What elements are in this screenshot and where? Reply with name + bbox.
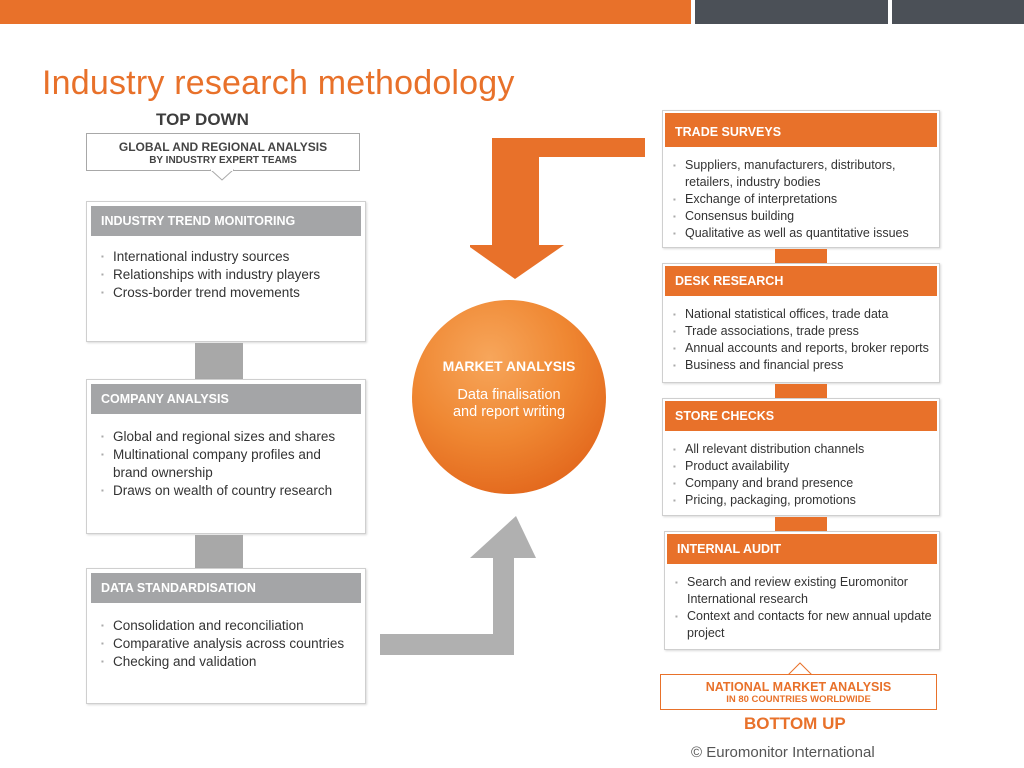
top-callout-pointer — [210, 168, 234, 182]
box-title: DESK RESEARCH — [665, 266, 937, 296]
list-item: ▪ National statistical offices, trade data — [671, 306, 935, 323]
list-item: ▪ Qualitative as well as quantitative issues — [671, 225, 935, 242]
list-item: ▪ Consensus building — [671, 208, 935, 225]
list-item: ▪ Context and contacts for new annual update project — [673, 608, 935, 642]
list-item: ▪ Exchange of interpretations — [671, 191, 935, 208]
box-title: COMPANY ANALYSIS — [91, 384, 361, 414]
bottom-callout-subtitle: IN 80 COUNTRIES WORLDWIDE — [726, 694, 871, 705]
list-item: ▪ Comparative analysis across countries — [99, 635, 357, 653]
trade-surveys-box — [662, 110, 940, 248]
top-down-heading: TOP DOWN — [156, 110, 249, 129]
list-item: ▪ All relevant distribution channels — [671, 441, 935, 458]
list-item: ▪ Cross-border trend movements — [99, 284, 357, 302]
top-bar-orange — [0, 0, 691, 24]
box-title: INDUSTRY TREND MONITORING — [91, 206, 361, 236]
list-item: ▪ International industry sources — [99, 248, 357, 266]
bottom-up-heading: BOTTOM UP — [744, 714, 846, 733]
list-item: ▪ Product availability — [671, 458, 935, 475]
list-item: ▪ Business and financial press — [671, 357, 935, 374]
box-title: STORE CHECKS — [665, 401, 937, 431]
list-item: ▪ Pricing, packaging, promotions — [671, 492, 935, 509]
bottom-callout — [660, 674, 937, 710]
center-subtitle-line1: Data finalisation — [457, 387, 561, 403]
top-bar-dark-segment — [892, 0, 1024, 24]
connector — [195, 343, 243, 379]
center-title: MARKET ANALYSIS — [442, 358, 576, 374]
list-item: ▪ Search and review existing Euromonitor International research — [673, 574, 935, 608]
data-standardisation-box — [86, 568, 366, 704]
page-title: Industry research methodology — [42, 64, 515, 102]
top-bar-dark-segment — [695, 0, 888, 24]
box-title: TRADE SURVEYS — [665, 113, 937, 147]
connector — [775, 249, 827, 263]
list-item: ▪ Suppliers, manufacturers, distributors, retailers, industry bodies — [671, 157, 935, 191]
list-item: ▪ Trade associations, trade press — [671, 323, 935, 340]
top-callout-title: GLOBAL AND REGIONAL ANALYSIS — [118, 140, 328, 154]
connector — [775, 384, 827, 398]
list-item: ▪ Checking and validation — [99, 653, 357, 671]
top-callout — [86, 133, 360, 171]
box-title: DATA STANDARDISATION — [91, 573, 361, 603]
market-analysis-circle — [412, 300, 606, 494]
list-item: ▪ Company and brand presence — [671, 475, 935, 492]
list-item: ▪ Consolidation and reconciliation — [99, 617, 357, 635]
desk-research-box — [662, 263, 940, 383]
connector — [775, 517, 827, 531]
list-item: ▪ Multinational company profiles and brand ownership — [99, 446, 357, 482]
copyright-notice: © Euromonitor International — [691, 744, 875, 761]
store-checks-box — [662, 398, 940, 516]
center-subtitle-line2: and report writing — [452, 404, 566, 420]
list-item: ▪ Annual accounts and reports, broker reports — [671, 340, 935, 357]
box-title: INTERNAL AUDIT — [667, 534, 937, 564]
list-item: ▪ Relationships with industry players — [99, 266, 357, 284]
internal-audit-box — [664, 531, 940, 650]
list-item: ▪ Draws on wealth of country research — [99, 482, 357, 500]
connector — [195, 535, 243, 568]
list-item: ▪ Global and regional sizes and shares — [99, 428, 357, 446]
gray-arrow-up — [378, 510, 538, 658]
bottom-callout-title: NATIONAL MARKET ANALYSIS — [705, 680, 892, 694]
company-analysis-box — [86, 379, 366, 534]
top-callout-subtitle: BY INDUSTRY EXPERT TEAMS — [149, 155, 297, 166]
orange-arrow-down — [470, 135, 645, 280]
industry-trend-box — [86, 201, 366, 342]
